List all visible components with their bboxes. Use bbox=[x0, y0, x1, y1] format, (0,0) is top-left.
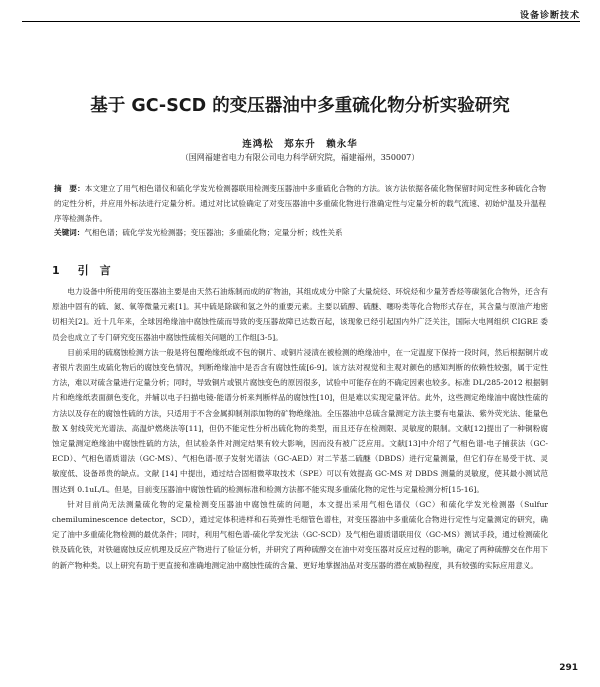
keywords-text: 气相色谱；硫化学发光检测器；变压器油；多重硫化物；定量分析；线性关系 bbox=[84, 228, 343, 237]
page-number: 291 bbox=[559, 663, 578, 673]
body-text bbox=[52, 284, 548, 573]
abstract-label: 摘 要： bbox=[54, 184, 85, 193]
header-rule bbox=[22, 21, 580, 22]
paragraph: 电力设备中所使用的变压器油主要是由天然石油炼制而成的矿物油，其组成成分中除了大量烷烃、环烷烃和少量芳香烃等碳氢化合物外，还含有原油中固有的硫、氮、氧等微量元素[1]。其中硫是除碳和氢之外的重要元素。主要以硫醇、硫醚、噻吩类等化合物形式存在，其含量与原油产地密切相关[2]。近十几年来，全球因绝缘油中腐蚀性硫而导致的变压器故障已达数百起，该现象已经引起国内外广泛关注，国际大电网组织 CIGRE 委员会也成立了专门研究变压器油中腐蚀性硫相关问题的工作组[3-5]。 bbox=[52, 287, 548, 342]
paragraph: 针对目前尚无法测量硫化物的定量检测变压器油中腐蚀性硫的问题，本文提出采用气相色谱仪（GC）和硫化学发光检测器（Sulfur chemiluminescence detector，SCD），通过定体积进样和石英弹性毛细管色谱柱，对变压器油中多重硫化合物进行定性与定量测定的研究，确定了油中多重硫化物检测的最优条件；同时，利用气相色谱-硫化学发光法（GC-SCD）及气相色谱质谱联用仪（GC-MS）测试手段，通过检测硫化铁及硫化铁，对铁磁腐蚀反应机理及反应产物进行了验证分析，并研究了两种硫醇交在油中对变压器对反应过程的影响，确定了两种硫醇交在作用下的新产物种类。以上研究有助于更直接和准确地测定油中腐蚀性硫的含量、更好地掌握油品对变压器的潜在威胁程度，具有较强的实际应用意义。 bbox=[52, 499, 548, 570]
section-number: 1 bbox=[52, 264, 60, 277]
abstract-text: 本文建立了用气相色谱仪和硫化学发光检测器联用检测变压器油中多重硫化合物的方法。该方法依据各硫化物保留时间定性多种硫化合物的定性分析，并应用外标法进行定量分析。通过对比试验确定了对变压器油中多重硫化物进行准确定性与定量分析的载气流速、初始炉温及升温程序等检测条件。 bbox=[54, 184, 547, 223]
section-heading bbox=[52, 262, 111, 278]
affiliation: （国网福建省电力有限公司电力科学研究院，福建福州，350007） bbox=[180, 153, 420, 162]
keywords bbox=[54, 226, 546, 241]
section-title: 引 言 bbox=[77, 264, 111, 277]
keywords-label: 关键词： bbox=[54, 228, 85, 237]
paper-title: 基于 GC-SCD 的变压器油中多重硫化物分析实验研究 bbox=[90, 96, 510, 116]
journal-section-header: 设备诊断技术 bbox=[519, 11, 580, 21]
paragraph: 目前采用的硫腐蚀检测方法一般是将包覆绝缘纸或不包的铜片、或铜片浸渍在被检测的绝缘油中，在一定温度下保持一段时间，然后根据铜片或者银片表面生成硫化物后的腐蚀变色情况，判断绝缘油中是否含有腐蚀性硫[6-9]。该方法对视觉和主观对颜色的感知判断的依赖性较强，属于定性方法，难以对硫含量进行定量分析；同时，导致铜片或银片腐蚀变色的原因很多，试验中可能存在的不确定因素也较多。标准 DL/285-2012 根据铜片和绝缘纸表面颜色变化，并辅以电子扫描电镜-能谱分析来判断样品的腐蚀性[10]，但是难以实现定量评估。此外，这些测定绝缘油中腐蚀性硫的方法以及存在的腐蚀性硫的方法，只适用于不含金属抑制剂添加物的矿物绝缘油。全压器油中总硫含量测定方法主要有电量法、紫外荧光法、能量色散 X 射线荧光光谱法、高温炉燃烧法等[11]，但仍不能定性分析出硫化物的类型，而且还存在检测限、灵敏度的限制。文献[12]提出了一种铜粉腐蚀定量测定绝缘油中腐蚀性硫的方法，但试验条件对测定结果有较大影响，因而没有被广泛应用。文献[13]中介绍了气相色谱-电子捕获法（GC-ECD）、气相色谱质谱法（GC-MS）、气相色谱-原子发射光谱法（GC-AED）对二苄基二硫醚（DBDS）进行定量测量，但它们存在易受干扰、灵敏度低、设备昂贵的缺点。文献 [14] 中提出，通过结合固相微萃取技术（SPE）可以有效提高 GC-MS 对 DBDS 测量的灵敏度，使其最小测试范围达到 0.1uL/L。但是，目前变压器油中腐蚀性硫的检测标准和检测方法都不能实现多重硫化物的定性与定量检测分析[15-16]。 bbox=[52, 347, 548, 494]
abstract bbox=[54, 182, 546, 226]
authors: 连鸿松 郑东升 赖永华 bbox=[242, 139, 358, 150]
